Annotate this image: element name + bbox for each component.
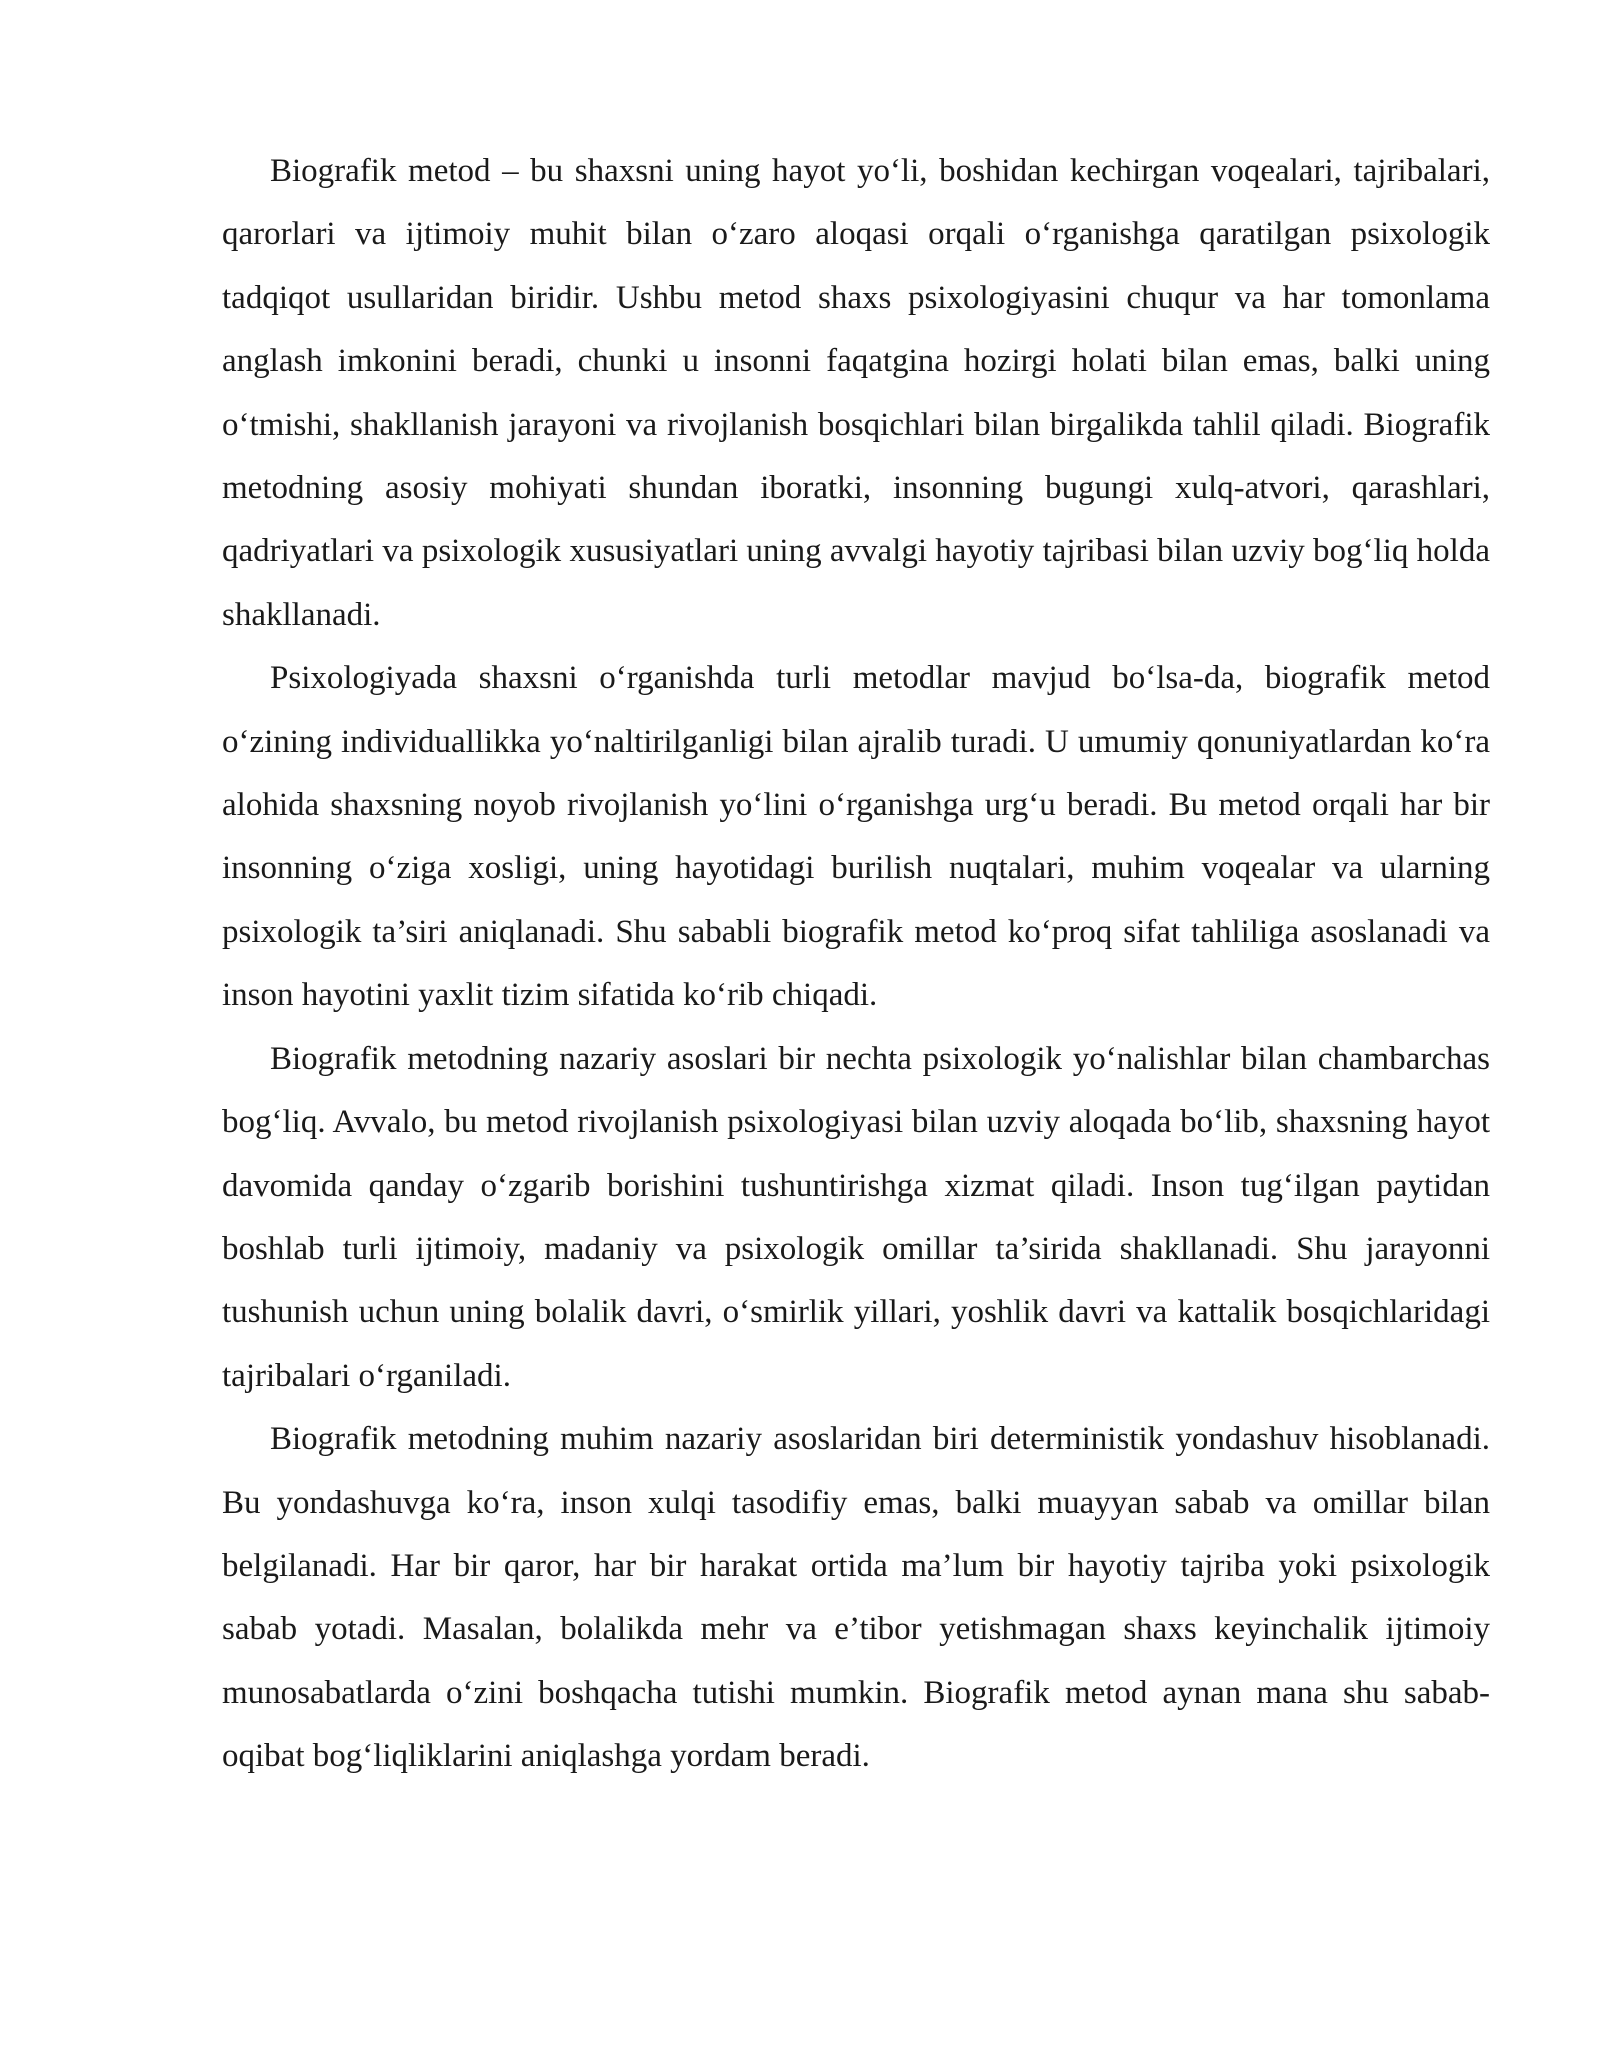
paragraph-nazariy-asoslar: Biografik metodning nazariy asoslari bir nechta psixologik yo‘nalishlar bilan chambarchas bog‘liq. Avvalo, bu metod rivojlanish psixologiyasi bilan uzviy aloqada bo‘lib, shaxsning hayot davomida qanday o‘zgarib borishini tushuntirishga xizmat qiladi. Inson tug‘ilgan paytidan boshlab turli ijtimoiy, madaniy va psixologik omillar ta’sirida shakllanadi. Shu jarayonni tushunish uchun uning bolalik davri, o‘smirlik yillari, yoshlik davri va kattalik bosqichlaridagi tajribalari o‘rganiladi.: [222, 1040, 1490, 1394]
document-body: [222, 140, 1490, 1789]
paragraph-biografik-metod-definition: Biografik metod – bu shaxsni uning hayot yo‘li, boshidan kechirgan voqealari, tajribalari, qarorlari va ijtimoiy muhit bilan o‘zaro aloqasi orqali o‘rganishga qaratilgan psixologik tadqiqot usullaridan biridir. Ushbu metod shaxs psixologiyasini chuqur va har tomonlama anglash imkonini beradi, chunki u insonni faqatgina hozirgi holati bilan emas, balki uning o‘tmishi, shakllanish jarayoni va rivojlanish bosqichlari bilan birgalikda tahlil qiladi. Biografik metodning asosiy mohiyati shundan iboratki, insonning bugungi xulq-atvori, qarashlari, qadriyatlari va psixologik xususiyatlari uning avvalgi hayotiy tajribasi bilan uzviy bog‘liq holda shakllanadi.: [222, 153, 1490, 633]
paragraph-individuallik: Psixologiyada shaxsni o‘rganishda turli metodlar mavjud bo‘lsa-da, biografik metod o‘zining individuallikka yo‘naltirilganligi bilan ajralib turadi. U umumiy qonuniyatlardan ko‘ra alohida shaxsning noyob rivojlanish yo‘lini o‘rganishga urg‘u beradi. Bu metod orqali har bir insonning o‘ziga xosligi, uning hayotidagi burilish nuqtalari, muhim voqealar va ularning psixologik ta’siri aniqlanadi. Shu sababli biografik metod ko‘proq sifat tahliliga asoslanadi va inson hayotini yaxlit tizim sifatida ko‘rib chiqadi.: [222, 660, 1490, 1014]
paragraph-deterministik-yondashuv: Biografik metodning muhim nazariy asoslaridan biri deterministik yondashuv hisoblanadi. Bu yondashuvga ko‘ra, inson xulqi tasodifiy emas, balki muayyan sabab va omillar bilan belgilanadi. Har bir qaror, har bir harakat ortida ma’lum bir hayotiy tajriba yoki psixologik sabab yotadi. Masalan, bolalikda mehr va e’tibor yetishmagan shaxs keyinchalik ijtimoiy munosabatlarda o‘zini boshqacha tutishi mumkin. Biografik metod aynan mana shu sabab-oqibat bog‘liqliklarini aniqlashga yordam beradi.: [222, 1421, 1490, 1775]
